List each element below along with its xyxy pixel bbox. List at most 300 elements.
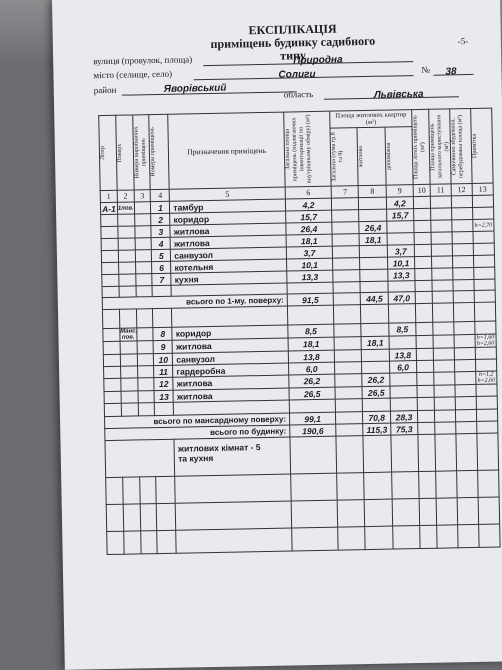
blank [172, 306, 288, 327]
aux-area-cell: 10,1 [387, 257, 415, 270]
blank [474, 302, 495, 321]
liter-cell [103, 354, 120, 366]
total-area-cell: 18,1 [288, 337, 334, 351]
blank [453, 290, 474, 302]
floor-cell [118, 262, 135, 274]
blank [156, 476, 175, 503]
floor-cell [119, 274, 136, 286]
col-num: 6 [285, 186, 331, 199]
living-area-cell: 18,1 [360, 233, 388, 246]
blank [336, 436, 364, 474]
liter-cell [103, 328, 120, 341]
aux-area-cell: 8,5 [389, 323, 417, 337]
page-number: -5- [457, 36, 469, 47]
floor-cell [118, 250, 135, 262]
sum-aux: 28,3 [390, 411, 418, 424]
sum-aux: 75,3 [390, 423, 418, 436]
room-name-cell: коридор [172, 325, 288, 340]
floor-cell: 1пов. [117, 202, 134, 214]
aux-area-cell [390, 386, 418, 399]
living-total-cell [335, 362, 363, 375]
prod-room-cell [137, 354, 154, 366]
col-purpose-header: Призначення приміщень [168, 112, 285, 189]
total-area-cell: 26,2 [289, 374, 335, 388]
blank [437, 525, 458, 548]
room-no-cell: 6 [152, 261, 171, 273]
living-area-cell [360, 245, 388, 258]
common-cell [431, 256, 452, 268]
unauthorized-cell [452, 255, 473, 267]
blank [334, 305, 362, 325]
unauthorized-cell [453, 267, 474, 279]
blank [176, 501, 292, 530]
col-num: 1 [100, 190, 117, 202]
blank [453, 302, 474, 321]
blank [435, 422, 456, 434]
common-cell [430, 208, 451, 220]
region-value: Львівська [373, 88, 424, 101]
blank [153, 308, 172, 327]
liter-cell [104, 378, 121, 391]
blank [157, 503, 176, 530]
blank [102, 286, 119, 297]
sum-living: 115,3 [363, 423, 391, 436]
sum-living: 70,8 [363, 411, 391, 424]
blank [392, 499, 420, 527]
blank [478, 470, 500, 497]
blank [390, 398, 418, 412]
sum-total: 190,6 [290, 424, 336, 437]
common-cell [430, 196, 451, 208]
blank [476, 396, 497, 409]
blank [432, 303, 453, 322]
col-num: 10 [413, 184, 430, 196]
total-area-cell: 4,2 [285, 198, 331, 211]
blank [140, 504, 157, 531]
living-area-cell [359, 197, 387, 210]
blank [176, 528, 292, 553]
living-area-group-header: Площа житлових квартир (м²) [330, 110, 412, 129]
living-area-cell [360, 257, 388, 270]
living-total-cell [332, 234, 360, 247]
blank [364, 472, 392, 500]
note-cell [475, 321, 496, 334]
document-page [52, 0, 502, 670]
blank [287, 305, 334, 325]
room-name-cell: житлова [173, 388, 289, 402]
district-value: Яворівський [163, 82, 227, 95]
room-no-cell: 7 [152, 273, 171, 285]
common-cell [434, 385, 455, 397]
col-liter-header: Літер [99, 115, 117, 190]
unauthorized-cell [454, 347, 475, 359]
blank [458, 524, 479, 547]
summer-cell [413, 196, 430, 208]
summer-cell [417, 385, 434, 397]
blank [360, 281, 388, 293]
room-no-cell: 5 [152, 249, 171, 261]
blank [337, 473, 365, 501]
blank [457, 470, 479, 497]
living-total-cell [334, 324, 362, 338]
note-cell [475, 359, 496, 371]
blank [363, 398, 391, 412]
blank [420, 525, 437, 548]
blank [417, 397, 434, 410]
unauthorized-cell [455, 384, 476, 396]
room-name-cell: кухня [171, 271, 287, 285]
note-cell: h=2,70 [473, 219, 494, 231]
col-aux-header: допоміжна [385, 127, 413, 186]
col-num: 4 [151, 189, 170, 201]
living-area-cell [360, 269, 388, 282]
room-name-cell: житлова [173, 375, 289, 390]
note-cell [473, 255, 494, 267]
col-note-header: Примітка [471, 108, 493, 183]
blank [104, 403, 121, 416]
unauthorized-cell [452, 231, 473, 243]
blank [392, 526, 420, 550]
living-area-cell: 26,5 [362, 386, 390, 399]
blank [136, 309, 153, 328]
table-body [100, 195, 500, 554]
total-area-cell: 26,5 [289, 387, 335, 400]
col-num: 3 [134, 190, 151, 202]
prod-room-cell [135, 262, 152, 274]
aux-area-cell [390, 373, 418, 387]
living-total-cell [332, 210, 360, 223]
unauthorized-cell [452, 243, 473, 255]
col-room-no-header: Номери приміщень [149, 114, 169, 189]
blank [119, 286, 136, 297]
note-cell [472, 195, 493, 207]
blank [415, 303, 432, 322]
room-no-cell: 13 [154, 390, 173, 402]
living-area-cell: 26,2 [362, 373, 390, 387]
blank [432, 280, 453, 291]
blank [106, 477, 123, 504]
blank [287, 282, 333, 294]
liter-cell [103, 341, 120, 354]
common-cell [432, 268, 453, 280]
blank [139, 477, 156, 504]
liter-cell [102, 262, 119, 274]
liter-cell [101, 214, 118, 226]
unauthorized-cell [454, 321, 475, 334]
living-area-cell [362, 361, 390, 374]
living-total-cell [334, 350, 362, 363]
blank [478, 497, 500, 524]
unauthorized-cell [455, 371, 476, 384]
col-living-total-header: Загальна (сума гр.8 та 9) [330, 128, 358, 187]
floor-cell [118, 238, 135, 250]
blank [365, 499, 393, 527]
summer-cell [417, 360, 434, 372]
aux-area-cell [387, 221, 415, 234]
common-cell [431, 232, 452, 244]
note-cell: h=1,2 h=2,60 [477, 371, 496, 384]
col-num: 9 [386, 185, 414, 198]
common-cell [433, 348, 454, 360]
living-total-cell [332, 222, 360, 235]
blank [102, 309, 119, 328]
common-cell [433, 360, 454, 372]
aux-area-cell [389, 336, 417, 350]
col-common-header: Площа приміщень загального користування (м²) [429, 109, 451, 184]
title-line-1: ЕКСПЛІКАЦІЯ [248, 21, 337, 38]
room-name-cell: тамбур [170, 199, 286, 213]
blank [436, 471, 458, 498]
room-name-cell: житлова [170, 235, 286, 249]
number-label: № [421, 64, 431, 75]
col-num: 2 [117, 190, 134, 202]
blank [138, 403, 155, 416]
blank [418, 410, 435, 422]
living-total-cell [335, 387, 363, 400]
aux-area-cell: 3,7 [387, 245, 415, 258]
blank [123, 504, 140, 531]
unauthorized-cell [454, 359, 475, 371]
summer-cell [416, 348, 433, 360]
floor-cell [121, 378, 138, 391]
blank [122, 477, 139, 504]
blank [291, 500, 338, 528]
prod-room-cell [137, 341, 154, 354]
prod-room-cell [136, 328, 153, 341]
prod-room-cell [137, 378, 154, 391]
prod-room-cell [135, 238, 152, 250]
room-no-cell: 3 [151, 225, 170, 237]
number-value: 38 [445, 66, 457, 78]
district-label: район [93, 84, 117, 96]
summer-cell [414, 220, 431, 232]
blank [363, 435, 391, 473]
floor-cell [118, 226, 135, 238]
blank [121, 403, 138, 416]
note-cell [474, 267, 495, 279]
sum-living: 44,5 [361, 292, 389, 305]
blank [119, 309, 136, 328]
blank [476, 409, 497, 421]
summer-cell [414, 232, 431, 244]
blank [391, 435, 419, 473]
room-name-cell: коридор [170, 211, 286, 225]
room-no-cell: 9 [153, 340, 172, 353]
col-num: 7 [331, 186, 359, 199]
blank [456, 421, 477, 433]
blank [136, 286, 153, 297]
liter-cell: А-1 [101, 203, 116, 214]
common-cell [434, 372, 455, 385]
living-total-cell [333, 270, 361, 283]
living-total-cell [332, 246, 360, 259]
unauthorized-cell [451, 195, 472, 207]
blank [434, 397, 455, 410]
col-num: 11 [430, 184, 451, 196]
note-cell [472, 207, 493, 219]
prod-room-cell [135, 250, 152, 262]
blank [124, 531, 141, 554]
common-cell [433, 335, 454, 348]
summer-cell [417, 372, 434, 385]
col-num: 5 [169, 187, 285, 201]
common-cell [431, 244, 452, 256]
note-cell: h=1,60 h=2,60 [476, 334, 495, 347]
total-area-cell: 26,4 [286, 222, 332, 235]
aux-area-cell [387, 233, 415, 246]
room-name-cell: санвузол [173, 351, 289, 365]
header-row [99, 108, 492, 133]
room-no-cell: 12 [154, 377, 173, 390]
common-cell [431, 220, 452, 232]
blank [388, 281, 416, 293]
blank [105, 439, 175, 477]
total-area-cell: 13,3 [287, 270, 333, 283]
room-name-cell: гардеробна [173, 363, 289, 377]
room-no-cell: 1 [151, 201, 170, 213]
liter-cell [101, 250, 118, 262]
blank [434, 410, 455, 422]
unauthorized-cell [451, 207, 472, 219]
summer-cell [415, 268, 432, 280]
blank [432, 291, 453, 303]
living-area-cell: 26,4 [359, 221, 387, 234]
sum-label: всього по 1-му. поверху: [102, 294, 287, 310]
blank [388, 304, 416, 324]
blank [477, 433, 499, 470]
living-area-cell [362, 349, 390, 362]
blank [419, 498, 436, 525]
aux-area-cell: 4,2 [386, 197, 414, 210]
sum-living-total [333, 293, 361, 306]
blank [338, 527, 366, 551]
blank [474, 290, 495, 302]
summer-cell [416, 322, 433, 335]
room-no-cell: 8 [153, 327, 172, 340]
blank [455, 396, 476, 409]
living-total-cell [333, 258, 361, 271]
blank [435, 434, 457, 471]
settlement-label: місто (селище, село) [93, 68, 173, 81]
floor-cell [121, 391, 138, 403]
aux-area-cell: 13,8 [389, 349, 417, 362]
living-area-cell: 18,1 [361, 336, 389, 350]
blank [365, 526, 393, 550]
prod-room-cell [134, 226, 151, 238]
blank [157, 530, 176, 553]
col-num: 8 [359, 185, 387, 198]
blank [140, 531, 157, 554]
note-cell [473, 243, 494, 255]
liter-cell [101, 226, 118, 238]
summer-cell [416, 335, 433, 348]
summer-cell [415, 256, 432, 268]
blank [418, 422, 435, 434]
blank [456, 433, 478, 470]
blank [289, 399, 335, 413]
rooms-note-line-1: житлових кімнат - 5 [177, 442, 261, 454]
sum-living-total [336, 412, 364, 425]
blank [290, 436, 337, 474]
prod-room-cell [137, 366, 154, 378]
street-value: Природна [293, 54, 343, 67]
living-total-cell [334, 337, 362, 351]
floor-cell [120, 341, 137, 354]
blank [333, 282, 361, 294]
living-area-cell [359, 209, 387, 222]
total-area-cell: 13,8 [288, 350, 334, 363]
blank [335, 399, 363, 413]
blank [479, 524, 501, 547]
blank [457, 497, 479, 524]
note-cell [473, 231, 494, 243]
col-unauthorized-header: Самочинно збудована, перебудована площа (м²) [450, 108, 472, 183]
floor-cell: Манс. пов. [120, 328, 138, 341]
col-floor-header: Поверх [116, 115, 134, 190]
living-total-cell [332, 198, 360, 211]
sum-label: всього по мансардному поверху: [105, 413, 290, 429]
room-name-cell: санвузол [171, 247, 287, 261]
living-area-cell [361, 323, 389, 337]
room-name-cell: житлова [172, 338, 288, 353]
blank [418, 434, 436, 471]
rooms-note [174, 437, 290, 476]
liter-cell [101, 238, 118, 250]
room-no-cell: 4 [152, 237, 171, 249]
blank [415, 280, 432, 291]
blank [474, 279, 495, 290]
unauthorized-cell [452, 219, 473, 231]
unauthorized-cell [454, 334, 475, 347]
total-area-cell: 3,7 [286, 246, 332, 259]
blank [152, 285, 171, 296]
summer-cell [414, 244, 431, 256]
liter-cell [104, 391, 121, 403]
blank [453, 279, 474, 290]
room-no-cell: 2 [151, 213, 170, 225]
blank [361, 304, 389, 324]
floor-cell [117, 214, 134, 226]
col-living-header: житлова [357, 127, 385, 186]
blank [477, 421, 498, 433]
blank [106, 504, 123, 531]
col-num: 13 [472, 183, 493, 195]
room-name-cell: житлова [170, 223, 286, 237]
floor-cell [120, 366, 137, 378]
prod-room-cell [135, 274, 152, 286]
aux-area-cell: 15,7 [386, 209, 414, 222]
total-area-cell: 8,5 [288, 324, 334, 338]
note-cell [475, 347, 496, 359]
total-area-cell: 15,7 [286, 210, 332, 223]
sum-total: 99,1 [289, 412, 335, 425]
room-name-cell: котельня [171, 259, 287, 273]
settlement-value: Солиги [278, 68, 316, 81]
total-area-cell: 10,1 [286, 258, 332, 271]
sum-living-total [336, 424, 364, 437]
note-cell [476, 384, 497, 396]
aux-area-cell: 6,0 [389, 361, 417, 374]
blank [292, 527, 339, 551]
liter-cell [102, 274, 119, 286]
street-label: вулиця (провулок, площа) [93, 54, 193, 67]
blank [436, 498, 458, 525]
col-summer-header: Площа літніх приміщень (м²) [412, 109, 430, 184]
col-prod-rooms-header: Номери виробничих приміщень [132, 115, 150, 190]
blank [391, 472, 419, 500]
blank [419, 471, 436, 498]
total-area-cell: 18,1 [286, 234, 332, 247]
